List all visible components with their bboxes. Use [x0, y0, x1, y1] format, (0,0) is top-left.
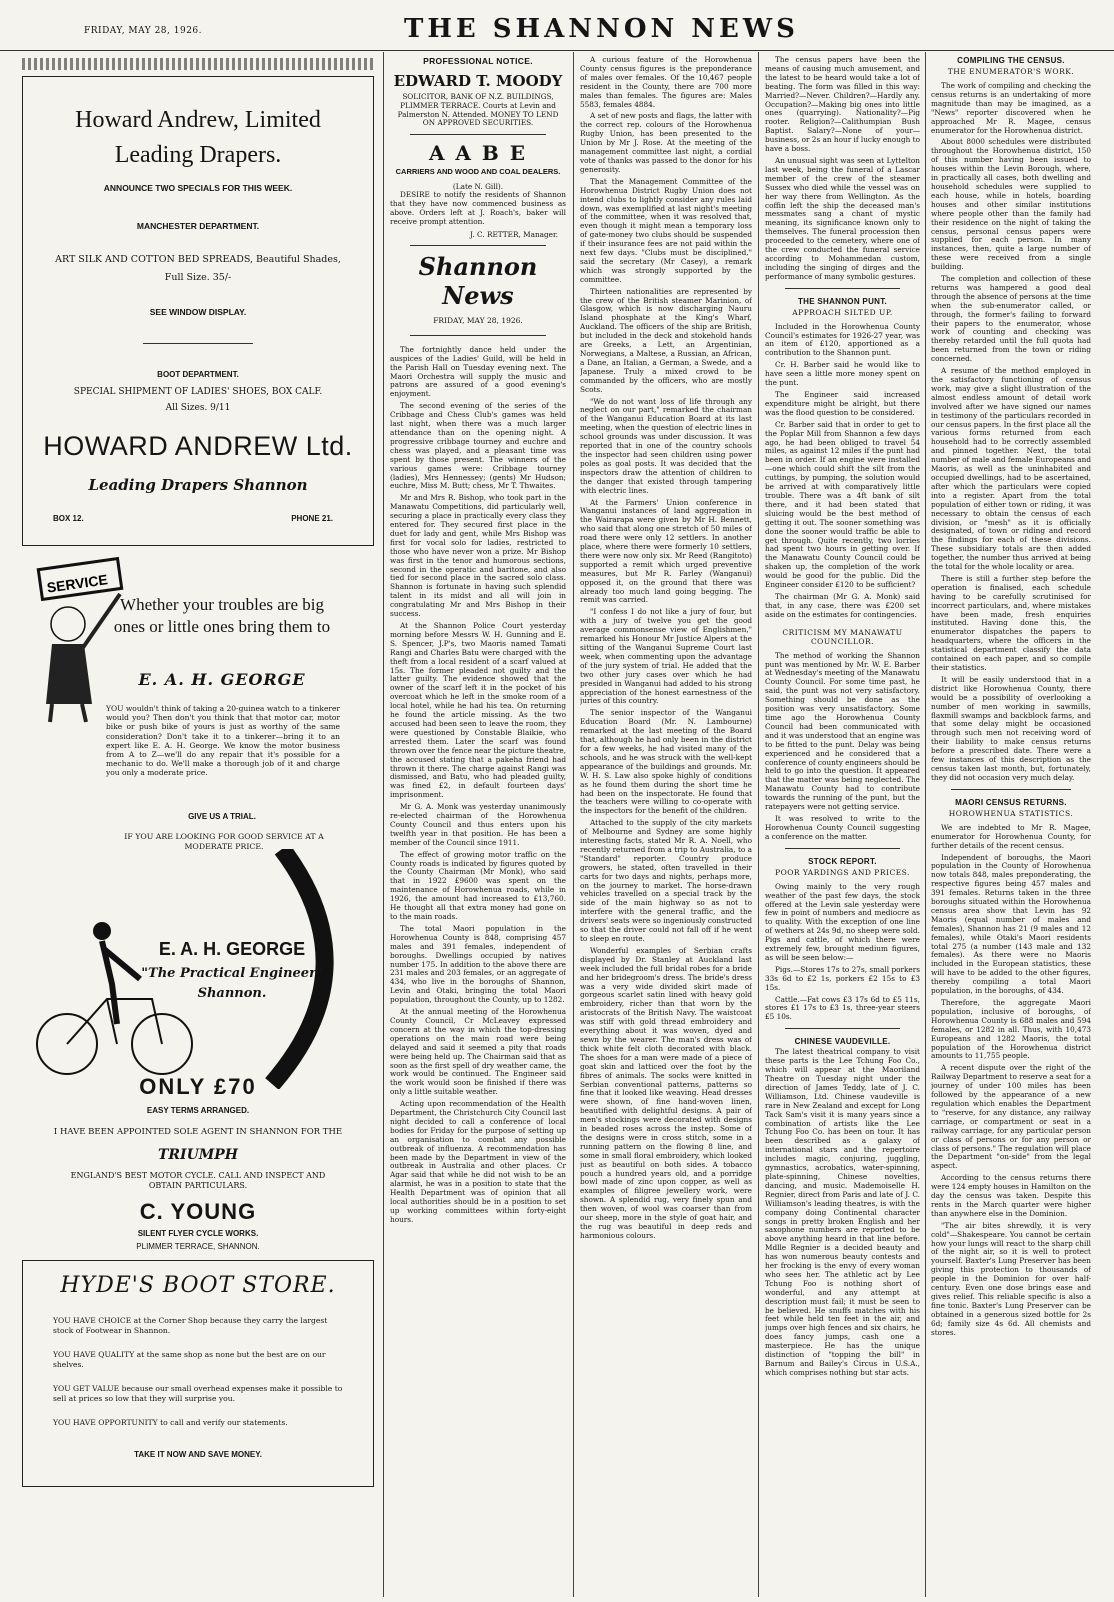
col2-para: Mr and Mrs R. Bishop, who took part in the Manawatu Competitions, did particularly well, securing a place in practically every class they entered for. They secured first place in the duet for lady and gent, while Mrs Bishop was first for vocal solo for ladies, restricted to those who have never won a prize. Mr Bishop was first in the tenor and humorous sections, second in the operatic and baritone, and also tied for second place in the sacred solo class. Shannon is fortunate in having such splendid talent in its midst and all will join in congratulating Mr and Mrs Bishop in their success.: [390, 493, 566, 619]
criticism-para: It was resolved to write to the Horowhenua County Council suggesting a conference on the matter.: [765, 813, 920, 841]
young-desc: ENGLAND'S BEST MOTOR CYCLE. CALL AND INSPECT AND OBTAIN PARTICULARS.: [70, 1171, 326, 1190]
stock-para: Cattle.—Fat cows £3 17s 6d to £5 11s, stores £1 17s to £3 1s, three-year steers £5 10s.: [765, 994, 920, 1022]
punt-heading: THE SHANNON PUNT.: [797, 296, 888, 306]
col3-para: The senior inspector of the Wanganui Education Board (Mr. N. Lambourne) remarked at the last meeting of the Board that, although he had only been in the district for a few weeks, he had visited many of the schools, and he was struck with the well-kept appearance of the buildings and grounds. Mr. W. H. S. Law also spoke highly of conditions as he found them during the short time he had been on the inspectorate. He found that the teachers were willing to co-operate with the inspectors for the benefit of the children.: [580, 708, 752, 816]
hyde-p4: YOU HAVE OPPORTUNITY to call and verify our statements.: [53, 1418, 288, 1427]
howard-sizes: All Sizes. 9/11: [165, 403, 231, 413]
col2-para: The total Maori population in the Horowhenua County is 848, comprising 457 males and 391 females, independent of boroughs. Dwellings occupied by natives number 175. In addition to the above there are 231 males and 203 females, or an aggregate of 434, who live in the boroughs of Shannon, Levin and Otaki, bringing the total Maori population, throughout the County, up to 1282.: [390, 923, 566, 1005]
howard-item1: ART SILK AND COTTON BED SPREADS, Beautiful Shades, Full Size. 35/-: [55, 254, 341, 283]
howard-slogan: Leading Drapers Shannon: [88, 476, 308, 494]
stock-para: Owing mainly to the very rough weather of the past few days, the stock offered at the Levin sale yesterday were few in point of numbers and mediocre as to quality. With the exception of one line of wethers at 24s 9d, no sheep were sold. Pigs and cattle, of which there were extremely few, brought medium figures, as will be seen below:—: [765, 881, 920, 962]
punt-para: The Engineer said increased expenditure might be alright, but there was the flood question to be considered.: [765, 390, 920, 417]
col2-para: The effect of growing motor traffic on the County roads is indicated by figures quoted by the County Chairman (Mr Monk), who said that in 1922 £9600 was spent on the maintenance of Horowhenua roads, while in 1926, the amount had increased to £13,760. He thought all that extra money had gone on to the main roads.: [390, 849, 566, 921]
moody-body: SOLICITOR, BANK OF N.Z. BUILDINGS, PLIMMER TERRACE. Courts at Levin and Palmerston N. Attended. MONEY TO LEND ON APPROVED SECURITIES.: [397, 92, 559, 128]
masthead: [0, 0, 1114, 52]
hyde-close: TAKE IT NOW AND SAVE MONEY.: [134, 1450, 262, 1459]
howard-tag: Leading Drapers.: [114, 142, 282, 168]
service-man-illustration: [22, 554, 142, 724]
census-para: It will be easily understood that in a district like Horowhenua County, there would be a possibility of overlooking a number of men working in sawmills, flaxmill swamps and backblock farms, and that some delay might be occasioned through such men not receiving word of their liability to make census returns before a prescribed date. There were a few instances of this description as the census taken last month, but, fortunately, they did not occasion very much delay.: [931, 674, 1091, 782]
col2-para: At the Shannon Police Court yesterday morning before Messrs W. H. Gunning and E. S. Spencer, J.P's, two Maoris named Tamati Rangi and Charles Batu were charged with the theft from a local resident of a scarf valued at 15s. The former pleaded not guilty and the latter guilty. The evidence showed that the owner of the scarf left it in the pocket of his overcoat which he left in the smoke room of a local hotel, while he had his tea. On returning he found the article missing. As the two accused had been seen to leave the room, they were questioned by Constable Blaikie, who arrested them. Later the scarf was found thrown over the fence near the picture theatre, the accused stating that a pakeha friend had thrown it there. The charge against Rangi was dismissed, and Batu, who had pleaded guilty, was fined £2, in default fourteen days' imprisonment.: [390, 621, 566, 800]
young-brand: TRIUMPH: [157, 1147, 239, 1163]
young-works: SILENT FLYER CYCLE WORKS.: [137, 1229, 259, 1238]
punt-para: Cr. Barber said that in order to get to the Poplar Mill from Shannon a few days ago, he had been obliged to travel 54 miles, as against 12 miles if the punt had been in order. If an engine were installed—one which could shift the silt from the cuttings, by pumping, the solution would be arrived at with comparatively little trouble. There was a 4ft bank of silt there, and it had been stated that sluicing would be the best method of getting it out. The sooner something was done the sooner would traffic be able to get through. Quite recently, two lorries had spent two hours in getting over. If the Manawatu County Council could be shaken up, the completion of the work would be good for the public. Did the Engineer consider £120 to be sufficient?: [765, 419, 920, 590]
howard-andrew-ad: [22, 76, 374, 546]
col3-para: Wonderful examples of Serbian crafts displayed by Dr. Stanley at Auckland last week included the full bridal robes for a bride and her bridegroom's dress. The bride's dress was a very wide divided skirt made of gorgeous scarlet satin lined with heavy gold embroidery, richer than that worn by the aristocrats of the British Navy. The waistcoat was stiff with gold thread embroidery and everything about it was woven, dyed and sewn by the wearer. The man's dress was of thick white felt cloth decorated with black. The shoes for a man were made of a piece of goat skin and latticed over the foot by the fibres of animals. The socks were knitted in Serbian conventional patterns, patterns so fine that it looked like weaving. Head dresses were shown, of fine hand-woven linen, beautified with delightful designs. A pair of men's stockings were decorated with designs in beaded roses across the instep. Some of the designs were in cross stitch, some in a running pattern on the flowing 8 line, and some in small floral embroidery, which looked just as beautiful on both sides. A tobacco pouch a hundred years old, and a porridge bowl made of zinc upon copper, as well as examples of filigree jewellery work, were shown. A splendid rug, very finely spun and then woven, of wool was coarser than from our sheep, more in the style of goat hair, and the rug was beautiful in deep reds and harmonious colours.: [580, 945, 752, 1240]
newspaper-title: THE SHANNON NEWS: [404, 14, 799, 44]
howard-ltd: HOWARD ANDREW Ltd.: [43, 431, 353, 461]
paper-date: FRIDAY, MAY 28, 1926.: [433, 315, 523, 325]
col3-para: A curious feature of the Horowhenua County census figures is the preponderance of males over females. Of the 10,467 people resident in the County, there are 700 more males than females. The figures are: Males 5583, females 4884.: [580, 55, 752, 109]
howard-divider: [143, 343, 253, 344]
howard-dept2: BOOT DEPARTMENT.: [157, 370, 239, 379]
george-body: YOU wouldn't think of taking a 20-guinea watch to a tinkerer would you? Then don't you think that that motor car, motor bike or push bike of yours is just as worthy of the same consideration? Don't take it to a tinkerer—bring it to an expert like E. A. H. George. We know the motor business from A to Z—we'll do any repair that it's possible for a mechanic to do. We'll make a thorough job of it and charge you only a moderate price.: [106, 704, 340, 778]
divider-maori: [951, 789, 1071, 790]
col3-para: That the Management Committee of the Horowhenua District Rugby Union does not intend clubs to lightly consider any rules laid down, was exemplified at last night's meeting of the committee, when it was resolved that, even though it might mean a temporary loss of gate-money two clubs should be suspended if their insurance fees are not paid within the next few days. "Clubs must be disciplined," said the secretary (Mr Casey), a remark which was strongly supported by the committee.: [580, 176, 752, 284]
maori-para: A recent dispute over the right of the Railway Department to reserve a seat for a journey of under 100 miles has been followed by the appearance of a new regulation which enables the Department to "reserve, for any distance, any railway carriage, or compartment or seat in a railway carriage, for any particular person or class of persons or for any person or class of persons." The regulation will place the Department "on-side" from the legal aspect.: [931, 1063, 1091, 1171]
george-ad: [22, 554, 374, 1094]
george-looking: IF YOU ARE LOOKING FOR GOOD SERVICE AT A MODERATE PRICE.: [124, 832, 324, 851]
punt-para: Included in the Horowhenua County Council's estimates for 1926-27 year, was an item of £120, apportioned as a contribution to the Shannon punt.: [765, 321, 920, 358]
stock-heading: STOCK REPORT.: [808, 856, 877, 866]
divider-nameplate: [410, 335, 546, 336]
aabe-late: (Late N. Gill).: [452, 182, 504, 192]
hyde-p2: YOU HAVE QUALITY at the same shop as none but the best are on our shelves.: [53, 1350, 326, 1369]
divider-stock: [785, 848, 900, 849]
col2-para: Acting upon recommendation of the Health Department, the Christchurch City Council last night decided to call a conference of local bodies for Friday for the purpose of setting up an organisation to combat any possible outbreak of influenza. A recommendation has been made by the Department in view of the outbreak in Australia and other places. Cr Agar said that while he did not wish to be an alarmist, he was in a position to state that the Health Department was of opinion that all local authorities should be in a position to set up working committees within forty-eight hours.: [390, 1099, 566, 1224]
stock-subheading: POOR YARDINGS AND PRICES.: [775, 867, 910, 877]
george-name2: E. A. H. GEORGE: [158, 939, 306, 959]
census-para: The work of compiling and checking the census returns is an undertaking of more magnitude than may be imagined, as a "News" reporter discovered when he approached Mr R. Magee, census enumerator for the Horowhenua district.: [931, 81, 1091, 135]
lascar-funeral-para: An unusual sight was seen at Lyttelton last week, being the funeral of a Lascar member of the crew of the steamer Sussex who died while the vessel was on her way there from Wellington. As the coffin left the ship the deceased man's messmates sang a chant of mystic meaning, its significance known only to themselves. The funeral procession then proceeded to the cemetery, where one of the crew conducted the funeral service according to Mohammedan custom, including the singing of dirges and the performance of many symbolic gestures.: [765, 155, 920, 281]
howard-intro: ANNOUNCE TWO SPECIALS FOR THIS WEEK.: [103, 183, 293, 193]
news-column-2: [390, 52, 566, 1597]
punt-para: Cr. H. Barber said he would like to have seen a little more money spent on the punt.: [765, 360, 920, 388]
col3-para: "I confess I do not like a jury of four, but with a jury of twelve you get the good average commonsense view of Englishmen," remarked his Honour Mr Justice Alpers at the sitting of the Wanganui Supreme Court last week, when commenting upon the advantage of the jury system of trial. He added that the two other jury cases over which he had presided in Wanganui had added to his strong appreciation of the honest earnestness of the juries of this country.: [580, 607, 752, 706]
census-heading: COMPILING THE CENSUS.: [957, 56, 1065, 65]
column-rule-3: [758, 52, 759, 1597]
column-rule-4: [925, 52, 926, 1597]
criticism-heading: CRITICISM MY MANAWATU COUNCILLOR.: [782, 627, 903, 646]
divider-punt: [785, 288, 900, 289]
howard-name: Howard Andrew, Limited: [75, 107, 321, 133]
young-terms: EASY TERMS ARRANGED.: [146, 1106, 250, 1115]
census-joke-para: The census papers have been the means of causing much amusement, and the latest to be heard would take a lot of beating. The form was filled in this way: Married?—Never. Children?—Hardly any. Occupation?—Making big ones into little ones (quarrying). Nationality?—Pig rooter. Religion?—Calithumpian Bush Baptist. Salary?—None of your—business, or 2s an hour if lucky enough to have a boss.: [765, 55, 920, 154]
census-para: The completion and collection of these returns was hampered a good deal through the absence of persons at the time when the sub-enumerator called, or through, the former's failing to forward their papers to the enumerator, whose work of counting and checking was thereby retarded until the full quota had been returned from the town or riding concerned.: [931, 274, 1091, 364]
col3-para: At the Farmers' Union conference in Wanganui instances of land aggregation in the Wairarapa were given by Mr H. Bennett, who said that along one stretch of 50 miles of road there were only 12 settlers. In another place, where there were formerly 10 settlers, there were now only six. Mr Reed (Rangitoto) supported a remit which urged preventive measures, but Mr R. Farley (Wanganui) opposed it, on the ground that there was already too much land going begging. The remit was carried.: [580, 497, 752, 605]
service-sign-text: SERVICE: [45, 571, 109, 596]
punt-para: The chairman (Mr G. A. Monk) said that, in any case, there was £200 set aside on the estimates for contingencies.: [765, 591, 920, 619]
issue-date: FRIDAY, MAY 28, 1926.: [84, 26, 203, 36]
news-column-4: [765, 52, 920, 1597]
howard-see: SEE WINDOW DISPLAY.: [149, 307, 247, 317]
news-column-5: [931, 52, 1091, 1597]
col3-para: Attached to the supply of the city markets of Melbourne and Sydney are some highly interesting facts, stated Mr R. A. Noell, who recently returned from a trip to Australia, to a "Standard" reporter. Country produce growers, he stated, often travelled in their carts for two days and nights, perhaps more, on the journey to market. The horse-drawn vehicles travelled on a special track by the side of the main highway so as not to interfere with the general traffic, and the drivers' seats were so ingeniously constructed so that the driver could not fall off if he went to sleep en route.: [580, 818, 752, 943]
advertising-column: [22, 52, 374, 1597]
george-engineer: "The Practical Engineer": [141, 966, 323, 981]
young-price: ONLY £70: [139, 1074, 257, 1099]
punt-subheading: APPROACH SILTED UP.: [792, 307, 893, 317]
maori-para: "The air bites shrewdly, it is very cold"—Shakespeare. You cannot be certain how your lungs will react to the sharp chill of the night air, so it is well to protect yourself. Baxter's Lung Preserver has been giving this protection to thousands of people in the Dominion for over half-century. Even one dose brings ease and gives relief. This reliable specific is also a fine tonic. Baxter's Lung Preserver can be obtained in a generous sized bottle for 2s 6d; family size 4s 6d. All chemists and stores.: [931, 1220, 1091, 1337]
howard-dept1: MANCHESTER DEPARTMENT.: [136, 221, 260, 231]
census-subheading: THE ENUMERATOR'S WORK.: [947, 67, 1075, 76]
maori-subheading: HOROWHENUA STATISTICS.: [948, 808, 1074, 818]
col2-para: Mr G. A. Monk was yesterday unanimously re-elected chairman of the Horowhenua County Council and thus enters upon his twelfth year in that position. He has been a member of the Council since 1911.: [390, 802, 566, 847]
howard-box: BOX 12.: [53, 514, 84, 523]
maori-para: According to the census returns there were 124 empty houses in Hamilton on the day the census was taken. Despite this rents in the March quarter were higher than anywhere else in the Dominion.: [931, 1173, 1091, 1218]
census-para: A resume of the method employed in the satisfactory functioning of census work, may give a slight illustration of the almost endless amount of detail work involved after we have signed our names in testimony of the particulars recorded in our census papers. In the first place all the various forms returned from each household had to be correctly assembled and pinned together. Next, the total number of male and female Europeans and Maoris, as well as the uninhabited and occupied dwellings, had to be ascertained, after which the particulars were copied into a register. Apart from the total population of either town or riding, it was necessary to obtain the census of each division, or "mesh" as it is officially designated, of town or riding and record the findings for each of these divisions. These subsidiary totals are then added together, the number thus arrived at being the total for the whole locality or area.: [931, 366, 1091, 572]
professional-notice-heading: PROFESSIONAL NOTICE.: [423, 56, 533, 66]
col3-para: Thirteen nationalities are represented by the crew of the British steamer Marinion, of Glasgow, which is now discharging Nauru Island phosphate at the King's Wharf, Auckland. The officers of the ship are British, but included in the deck and stokehold hands are Greeks, a Lett, an Argentinian, Norwegians, a Maltese, a Russian, an African, a Dane, an Italian, a German, a Swede, and a Japanese. Truly a mixed crowd to be commanded by the officers, who are mostly Scots.: [580, 286, 752, 394]
ornamental-border: [22, 58, 374, 70]
howard-phone: PHONE 21.: [291, 514, 333, 523]
column-rule-2: [573, 52, 574, 1597]
young-addr: PLIMMER TERRACE, SHANNON.: [136, 1242, 260, 1251]
stock-para: Pigs.—Stores 17s to 27s, small porkers 33s 6d to £2 1s, porkers £2 15s to £3 15s.: [765, 964, 920, 992]
maori-para: Independent of boroughs, the Maori population in the County of Horowhenua now totals 848, males preponderating, the respective figures being 457 males and 391 females. Returns taken in the three boroughs situated within the Horowhenua census area show that Levin has 92 Maoris (equal number of males and females), Shannon has 21 (9 males and 12 females), while Otaki's Maori residents total 275 (a number (143 male and 132 females). As there were no Maoris included in the European statistics, these will have to be added to the other figures, thereby compiling a total Maori population, in the boroughs, of 434.: [931, 852, 1091, 996]
young-body: I HAVE BEEN APPOINTED SOLE AGENT IN SHANNON FOR THE: [53, 1127, 343, 1137]
hyde-p3: YOU GET VALUE because our small overhead expenses make it possible to sell at prices so low that they will surprise you.: [53, 1384, 343, 1403]
maori-para: Therefore, the aggregate Maori population, inclusive of boroughs, of Horowhenua County is 688 males and 594 females, or 1282 in all. Thus, with 10,473 Europeans and 1282 Maoris, the total population of the Horowhenua district amounts to 11,755 people.: [931, 998, 1091, 1061]
criticism-para: The method of working the Shannon punt was mentioned by Mr. W. E. Barber at Wednesday's meeting of the Manawatu County Council. For some time past, he said, the punt was not very satisfactory. Something should be done as the position was very unsatisfactory. Some time ago the Horowhenua County Council had been communicated with and it was understood that an engine was to be fitted to the punt. Delay was being experienced and he considered that a conference of county engineers should be held to go into the question. It appeared that the matter was being neglected. The Manawatu County had to contribute towards the running of the punt, but the ratepayers were not getting service.: [765, 650, 920, 812]
chinese-heading: CHINESE VAUDEVILLE.: [794, 1037, 891, 1047]
hyde-ad: [22, 1260, 374, 1487]
col2-para: At the annual meeting of the Horowhenua County Council, Cr McLeavey expressed concern at the way in which the top-dressing operations on the main road were being delayed and said it seemed a pity that roads were being held up. The Chairman said that as soon as the first spell of dry weather came, the work would be continued. The Engineer said the work would soon be finished if there was only a little suitable weather.: [390, 1007, 566, 1097]
george-headline: Whether your troubles are big ones or little ones bring them to: [113, 595, 331, 636]
howard-item2: SPECIAL SHIPMENT OF LADIES' SHOES, BOX CALF.: [73, 387, 323, 397]
divider-aabe: [410, 245, 546, 246]
chinese-para: The latest theatrical company to visit these parts is the Lee Tchung Foo Co., which will appear at the Maoriland Theatre on Tuesday night under the direction of James Teddy, late of J. C. Williamson, Ltd. Chinese vaudeville is rare in New Zealand and except for Long Tack Sam's visit it is many years since a combination of artists like the Lee Tchung Foo Co. has been on tour. It has been described as a galaxy of international stars and the repertoire includes magic, conjuring, juggling, gymnastics, acrobatics, water-spinning, plate-spinning, Chinese novelties, dancing, and music. Mademoiselle H. Regnier, direct from Paris and late of J. C. Williamson's leading theatres, is with the company doing Continental character songs in pretty broken English and her saxophone numbers are reported to be above anything heard in that line before. Mdlle Regnier is a decided beauty and has won numerous beauty contests and her frocking is the envy of every woman who sees her. The athletic act by Lee Tchung Foo is nothing short of wonderful, and any attempt at description must fail; it must be seen to be believed. He snuffs matches with his feet while held ten feet in the air, and jumps over high fences and six chairs, he does fancy jumps, cash one a masterpiece. He has the unique distinction of "topping the bill" in Barnum and Bailey's Circus in U.S.A., which comprises nothing but star acts.: [765, 1047, 920, 1377]
maori-para: We are indebted to Mr R. Magee, enumerator for Horowhenua County, for further details of the recent census.: [931, 822, 1091, 850]
aabe-name: A A B E: [428, 141, 528, 166]
george-town: Shannon.: [197, 986, 267, 1001]
aabe-retter: J. C. RETTER, Manager.: [470, 229, 558, 239]
moody-name: EDWARD T. MOODY: [393, 72, 563, 90]
young-ad: [22, 1074, 374, 1254]
divider-moody: [410, 134, 546, 135]
masthead-rule: [0, 50, 1114, 51]
news-column-3: [580, 52, 752, 1597]
col3-para: "We do not want loss of life through any neglect on our part," remarked the chairman of the Wanganui Education Board at its last meeting, when the question of electric lines in school grounds was under discussion. It was reported that in one of the country schools the inspector had seen children using power poles as goal posts. It was decided that the inspectors draw the attention of children to the danger that existed through tampering with electric lines.: [580, 396, 752, 495]
maori-heading: MAORI CENSUS RETURNS.: [955, 797, 1067, 807]
col2-para: The second evening of the series of the Cribbage and Chess Club's games was held last night, when there was a much larger attendance than on the opening night. A progressive cribbage tourney and euchre and chess was played, and a pleasant time was spent by those present. The winners of the various games were: Cribbage tourney (ladies), Mrs Hennessey; (gents) Mr Hudson; euchre, Miss M. Butt; chess, Mr T. Thwaites.: [390, 401, 566, 491]
census-para: About 8000 schedules were distributed throughout the Horowhenua district, 150 of this number having been issued to houses within the Levin Borough, where, in practically all cases, both dwelling and household schedules were supplied to each house, while in hotels, boarding houses and other similar institutions where people other than the family had their residence on the night of taking the census, personal census papers were supplied for each person. In many instances, then, quite a large number of these were received from a single building.: [931, 137, 1091, 272]
aabe-body: DESIRE to notify the residents of Shannon that they have now commenced business as above. Orders left at J. Roach's, baker will receive prompt attention.: [390, 190, 566, 226]
paper-nameplate: Shannon News: [418, 251, 538, 310]
hyde-title: HYDE'S BOOT STORE.: [60, 1273, 336, 1298]
aabe-sub: CARRIERS AND WOOD AND COAL DEALERS.: [395, 167, 561, 177]
col3-para: A set of new posts and flags, the latter with the correct rep. colours of the Horowhenua Rugby Union, has been presented to the Union by Mr J. Rose. At the meeting of the management committee last night, a cordial vote of thanks was passed to the donor for his generosity.: [580, 111, 752, 174]
george-trial: GIVE US A TRIAL.: [188, 812, 256, 821]
census-para: There is still a further step before the operation is finalised, each schedule having to be carefully scrutinised for incorrect particulars, and, where mistakes have been made, fresh enquiries instituted. Having done this, the enumerator dispatches the papers to headquarters, where the officers in the statistical department classify the data contained on each paper, and so compile their statistics.: [931, 573, 1091, 672]
young-name: C. YOUNG: [139, 1199, 257, 1224]
col2-para: The fortnightly dance held under the auspices of the Ladies' Guild, will be held in the Parish Hall on Tuesday evening next. The Maori Orchestra will supply the music and patrons are assured of a good evening's enjoyment.: [390, 344, 566, 399]
column-rule-1: [383, 52, 384, 1597]
hyde-p1: YOU HAVE CHOICE at the Corner Shop because they carry the largest stock of Footwear in Shannon.: [53, 1316, 328, 1335]
divider-chinese: [785, 1028, 900, 1029]
george-name: E. A. H. GEORGE: [138, 670, 306, 689]
